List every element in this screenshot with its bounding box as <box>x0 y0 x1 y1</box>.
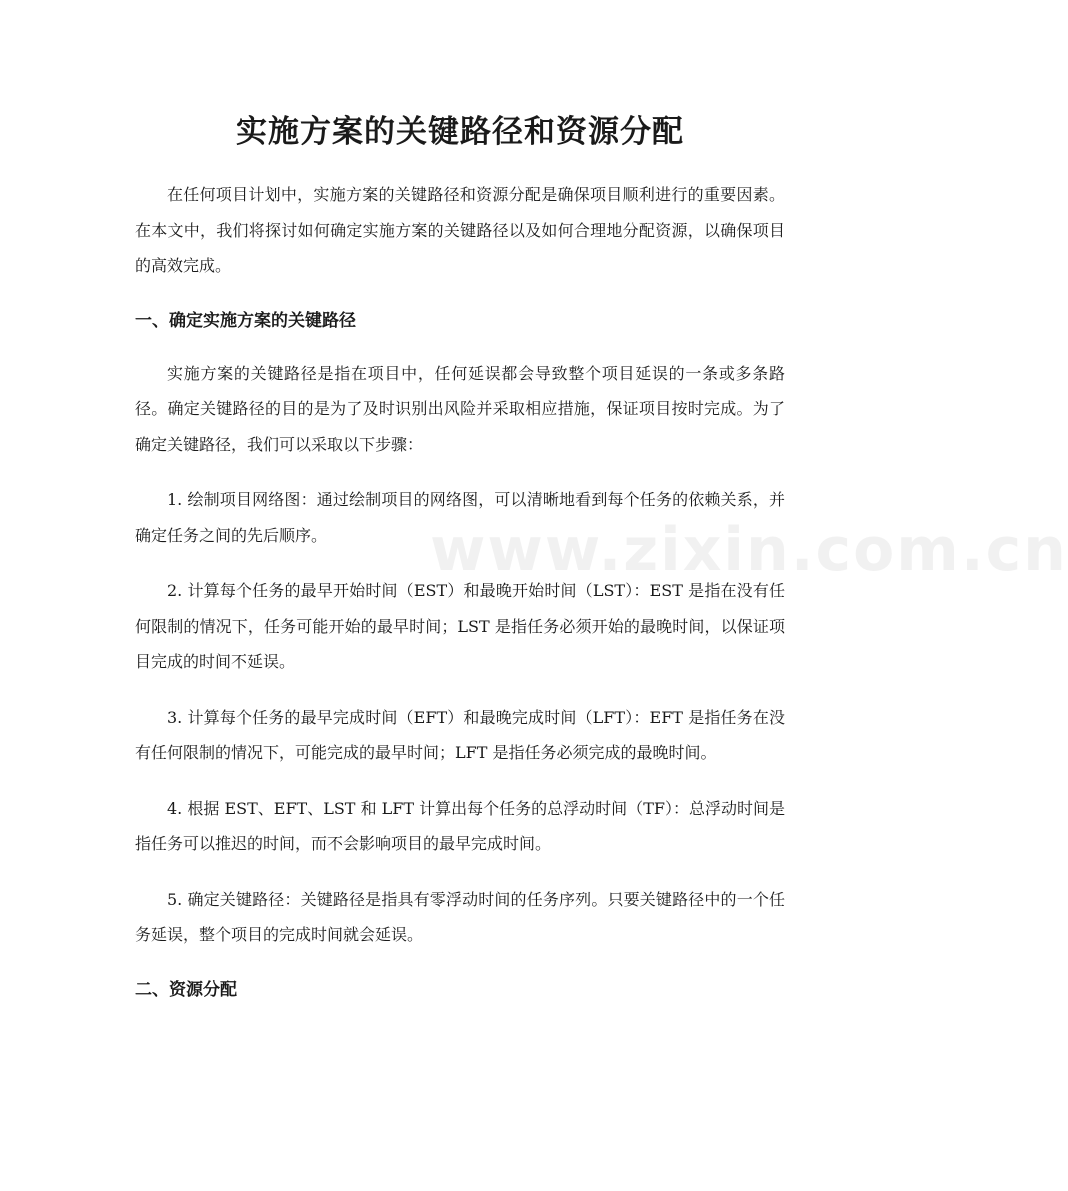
step-4-paragraph: 4. 根据 EST、EFT、LST 和 LFT 计算出每个任务的总浮动时间（TF）：总浮动时间是指任务可以推迟的时间，而不会影响项目的最早完成时间。 <box>135 798 785 853</box>
intro-paragraph: 在任何项目计划中，实施方案的关键路径和资源分配是确保项目顺利进行的重要因素。在本文中，我们将探讨如何确定实施方案的关键路径以及如何合理地分配资源，以确保项目的高效完成。 <box>135 185 785 275</box>
section-1-heading: 一、确定实施方案的关键路径 <box>135 310 356 331</box>
section-1-intro-paragraph: 实施方案的关键路径是指在项目中，任何延误都会导致整个项目延误的一条或多条路径。确定关键路径的目的是为了及时识别出风险并采取相应措施，保证项目按时完成。为了确定关键路径，我们可以采取以下步骤： <box>135 363 785 454</box>
watermark: www.zixin.com.cn <box>430 515 1068 585</box>
step-5-paragraph: 5. 确定关键路径：关键路径是指具有零浮动时间的任务序列。只要关键路径中的一个任务延误，整个项目的完成时间就会延误。 <box>135 889 785 944</box>
document-title: 实施方案的关键路径和资源分配 <box>236 114 684 150</box>
section-2-heading: 二、资源分配 <box>135 979 237 1000</box>
step-1-paragraph: 1. 绘制项目网络图：通过绘制项目的网络图，可以清晰地看到每个任务的依赖关系，并确定任务之间的先后顺序。 <box>135 490 785 545</box>
step-2-paragraph: 2. 计算每个任务的最早开始时间（EST）和最晚开始时间（LST）：EST 是指在没有任何限制的情况下，任务可能开始的最早时间；LST 是指任务必须开始的最晚时间，以保证项目完成的时间不延误。 <box>135 581 785 671</box>
document-body <box>135 177 785 1025</box>
step-3-paragraph: 3. 计算每个任务的最早完成时间（EFT）和最晚完成时间（LFT）：EFT 是指任务在没有任何限制的情况下，可能完成的最早时间；LFT 是指任务必须完成的最晚时间。 <box>135 707 785 762</box>
